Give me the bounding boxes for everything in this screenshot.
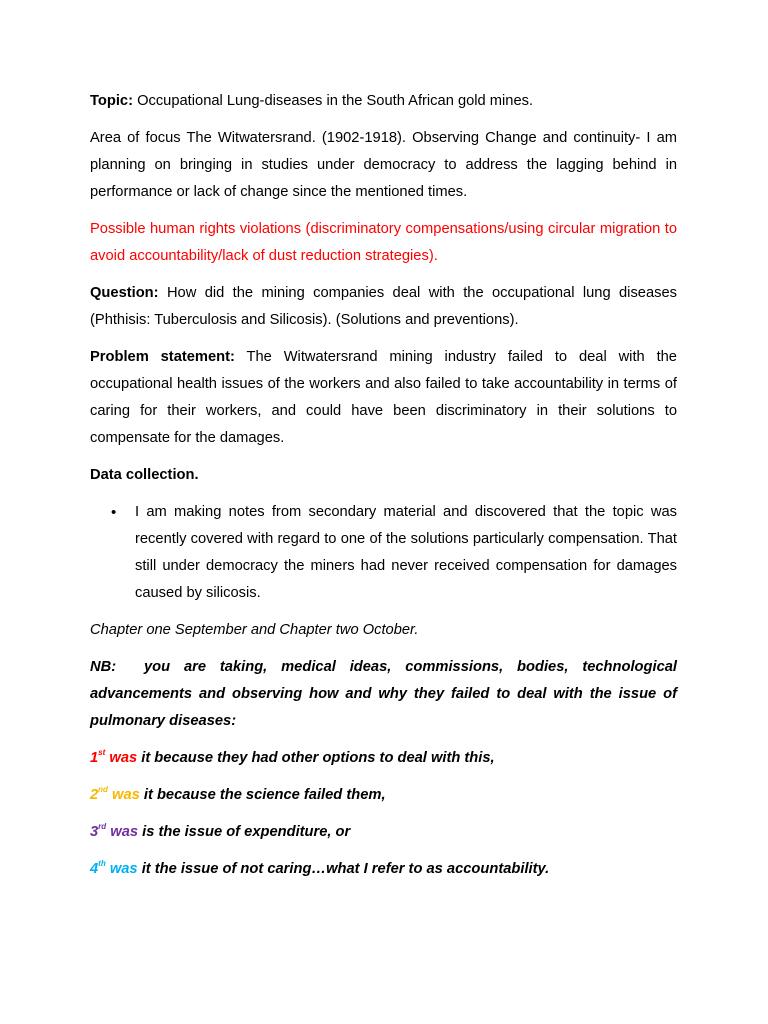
reason-number: 1st was [90,748,138,766]
reason-text: it the issue of not caring…what I refer to as accountability. [141,861,550,877]
topic-label: Topic: [90,93,133,109]
reason-number: 2nd was [90,785,140,803]
nb-label: NB: [90,659,117,675]
reason-text: it because the science failed them, [143,787,386,803]
reason-text: it because they had other options to deal with this, [141,750,495,766]
question-text: How did the mining companies deal with the occupational lung diseases (Phthisis: Tuberculosis and Silicosis). (Solutions and preventions). [90,285,677,328]
document-page [90,88,677,893]
chapters-note: Chapter one September and Chapter two October. [90,622,419,638]
bullet-text: I am making notes from secondary material and discovered that the topic was recently covered with regard to one of the solutions particularly compensation. That still under democracy the miners had never received compensation for damages caused by silicosis. [135,504,677,601]
nb-text: you are taking, medical ideas, commissions, bodies, technological advancements and observing how and why they failed to deal with the issue of pulmonary diseases: [90,659,677,729]
problem-statement-label: Problem statement: [90,349,235,365]
question-paragraph [90,280,677,334]
problem-statement-paragraph [90,344,677,452]
bullet-item [90,499,677,607]
reason-line-2 [90,782,677,809]
question-label: Question: [90,285,159,301]
reason-number: 4th was [90,859,138,877]
reason-line-3 [90,819,677,846]
reason-line-4 [90,856,677,883]
reason-line-1 [90,745,677,772]
reason-number: 3rd was [90,822,139,840]
reason-text: is the issue of expenditure, or [142,824,351,840]
problem-statement-text: The Witwatersrand mining industry failed to deal with the occupational health issues of the workers and also failed to take accountability in terms of caring for their workers, and could have been discriminatory in their solutions to compensate for the damages. [90,349,677,446]
bullet-marker: • [111,504,117,521]
topic-paragraph [90,88,677,115]
nb-paragraph [90,654,677,735]
data-collection-heading: Data collection. [90,467,199,483]
violations-paragraph: Possible human rights violations (discriminatory compensations/using circular migration to avoid accountability/lack of dust reduction strategies). [90,221,677,264]
topic-text: Occupational Lung-diseases in the South African gold mines. [137,93,534,109]
area-of-focus-paragraph: Area of focus The Witwatersrand. (1902-1918). Observing Change and continuity- I am planning on bringing in studies under democracy to address the lagging behind in performance or lack of change since the mentioned times. [90,130,677,200]
